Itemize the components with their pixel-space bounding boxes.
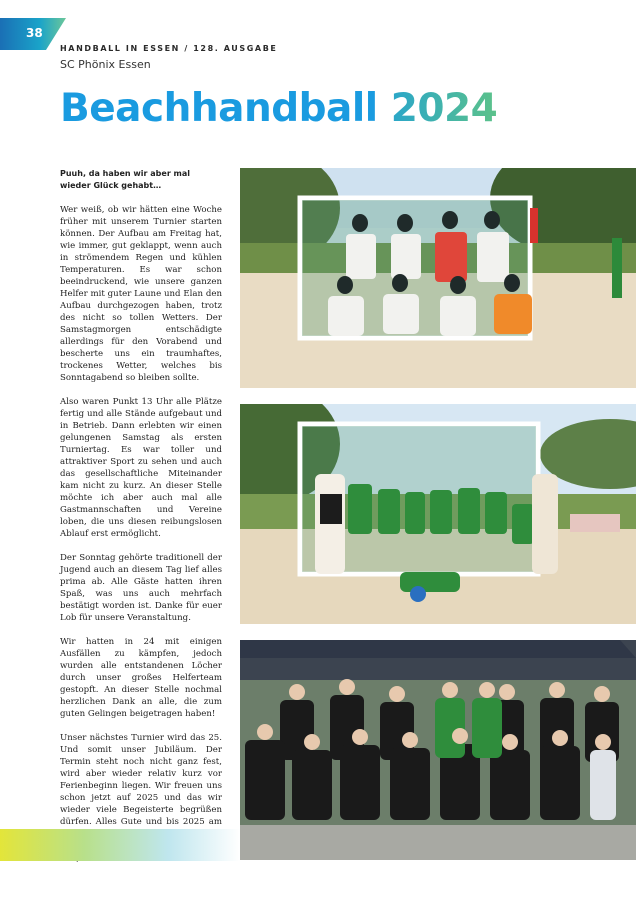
headline-word-2: 2024: [390, 86, 498, 131]
page-number: 38: [26, 26, 43, 40]
article-lead: Puuh, da haben wir aber mal wieder Glück gehabt…: [60, 169, 191, 190]
article-paragraph: Unser nächstes Turnier wird das 25. Und somit unser Jubiläum. Der Termin steht noch nicht ganz fest, wird aber wieder relativ kurz vor Ferienbeginn liegen. Wir freuen uns schon jetzt auf 2025 und das wir wieder viele Begeisterte begrüßen dürfen. Alles Gute und bis 2025 am: [60, 733, 222, 827]
magazine-kicker: HANDBALL IN ESSEN / 128. AUSGABE: [60, 44, 278, 53]
women-group-photo: [240, 640, 636, 860]
headline-word-1: Beachhandball: [60, 86, 378, 131]
men-team-photo: [240, 168, 636, 388]
article-paragraph: Also waren Punkt 13 Uhr alle Plätze fertig und alle Stände aufgebaut und in Betrieb. Dann erlebten wir einen gelungenen Samstag als ersten Turniertag. Es war toller und attraktiver Sport zu sehen und auch das gesellschaftliche Miteinander kam nicht zu kurz. An dieser Stelle möchte ich aber auch mal alle Gastmannschaften und Vereine loben, die uns diesen reibungslosen Ablauf erst ermöglicht.: [60, 397, 222, 539]
article-body: [60, 168, 222, 876]
youth-team-photo: [240, 404, 636, 624]
club-name: SC Phönix Essen: [60, 58, 151, 71]
article-paragraph: Wir hatten in 24 mit einigen Ausfällen zu kämpfen, jedoch wurden alle entstandenen Löcher durch unser großes Helferteam gestopft. An dieser Stelle nochmal herzlichen Dank an alle, die zum guten Gelingen beigetragen haben!: [60, 637, 222, 719]
decorative-gradient-bar: [0, 829, 240, 861]
article-headline: [60, 86, 497, 131]
article-paragraph: Der Sonntag gehörte traditionell der Jugend auch an diesem Tag lief alles prima ab. Alle Gäste hatten ihren Spaß, was uns auch mehrfach bestätigt worden ist. Danke für euer Lob für unsere Veranstaltung.: [60, 553, 222, 623]
article-paragraph: Wer weiß, ob wir hätten eine Woche früher mit unserem Turnier starten können. Der Aufbau am Freitag hat, wie immer, gut geklappt, wenn auch in strömendem Regen und kühlen Temperaturen. Es war schon beeindruckend, wie unsere ganzen Helfer mit guter Laune und Elan den Aufbau durchgezogen haben, trotz des nicht so tollen Wetters. Der Samstagmorgen entschädigte allerdings für den Vorabend und bescherte uns ein traumhaftes, trockenes Wetter, welches bis Sonntagabend so bleiben sollte.: [60, 205, 222, 383]
